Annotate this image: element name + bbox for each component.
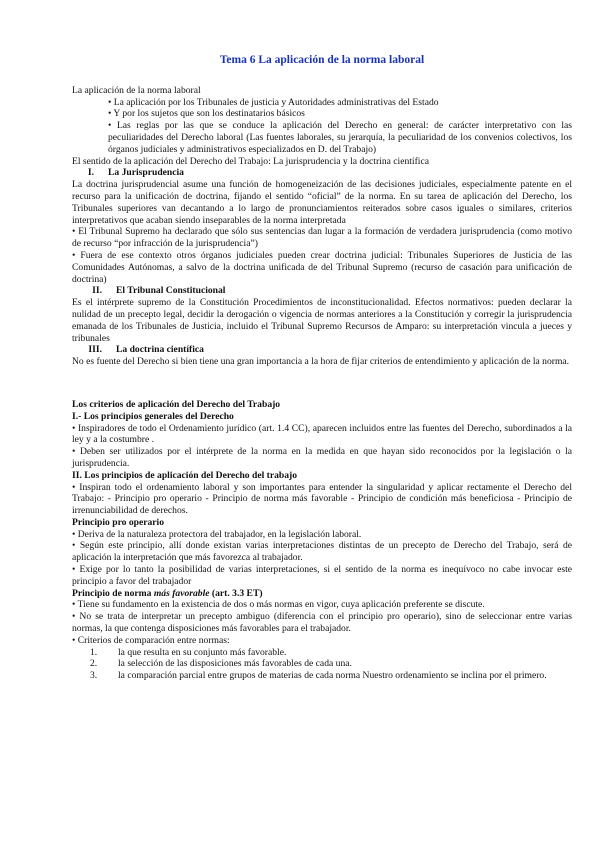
bullet-paragraph: • Criterios de comparación entre normas:: [72, 634, 230, 646]
section-number: III.: [88, 344, 102, 356]
section-title: La doctrina científica: [116, 344, 204, 356]
list-item: [72, 658, 572, 670]
section-number: II.: [92, 285, 102, 297]
subheading-pro-operario: Principio pro operario: [72, 516, 165, 528]
bullet-paragraph: • Inspiran todo el ordenamiento laboral y son importantes para entender la singularidad y aplicar rectamente el Derecho del Trabajo: - Principio pro operario - Principio de norma más favorable - Principio de condición más beneficiosa - Principio de irrenunciabilidad de derechos.: [72, 481, 572, 517]
section-heading-doctrina-cientifica: [72, 344, 572, 356]
subheading-norma-mas-favorable: [72, 588, 572, 600]
intro-sentence: El sentido de la aplicación del Derecho del Trabajo: La jurisprudencia y la doctrina científica: [72, 155, 429, 167]
bullet-paragraph: • Inspiradores de todo el Ordenamiento jurídico (art. 1.4 CC), aparecen incluidos entre las fuentes del Derecho, subordinados a la ley y a la costumbre .: [72, 422, 572, 446]
bullet-paragraph: • Deriva de la naturaleza protectora del trabajador, en la legislación laboral.: [72, 528, 362, 540]
list-item: [72, 647, 572, 659]
paragraph: Es el intérprete supremo de la Constitución Procedimientos de inconstitucionalidad. Efectos normativos: pueden declarar la nulidad de un precepto legal, decidir la derogación o vigencia de normas anteriores a la Constitución y corregir la jurisprudencia emanada de los Tribunales de Justicia, incluido el Tribunal Supremo Recursos de Amparo: su interpretación vincula a jueces y tribunales: [72, 297, 572, 344]
paragraph: • Fuera de ese contexto otros órganos judiciales pueden crear doctrina judicial: Tribunales Superiores de Justicia de las Comunidades Autónomas, a salvo de la doctrina unificada de del Tribunal Supremo (recurso de casación para unificación de doctrina): [72, 249, 572, 285]
paragraph: • El Tribunal Supremo ha declarado que sólo sus sentencias dan lugar a la formación de verdadera jurisprudencia (como motivo de recurso “por infracción de la jurisprudencia”): [72, 226, 572, 250]
bullet-paragraph: • Tiene su fundamento en la existencia de dos o más normas en vigor, cuya aplicación preferente se discute.: [72, 599, 485, 611]
list-number: 1.: [90, 646, 98, 658]
section-title: La Jurisprudencia: [108, 167, 184, 179]
subheading-principios-generales: I.- Los principios generales del Derecho: [72, 410, 234, 422]
paragraph: No es fuente del Derecho si bien tiene una gran importancia a la hora de fijar criterios de entendimiento y aplicación de la norma.: [72, 356, 570, 368]
list-item: [72, 670, 572, 682]
section-title: El Tribunal Constitucional: [116, 285, 226, 297]
criterios-heading: Los criterios de aplicación del Derecho del Trabajo: [72, 398, 281, 410]
document-title: Tema 6 La aplicación de la norma laboral: [219, 54, 425, 66]
intro-bullet: • Y por los sujetos que son los destinatarios básicos: [108, 108, 305, 120]
heading-part: Principio de norma: [72, 587, 154, 599]
list-number: 2.: [90, 658, 98, 670]
section-heading-jurisprudencia: [72, 167, 572, 179]
section-number: I.: [87, 167, 94, 179]
list-text: la comparación parcial entre grupos de materias de cada norma Nuestro ordenamiento se inclina por el primero.: [118, 670, 547, 682]
intro-bullet: • Las reglas por las que se conduce la aplicación del Derecho en general: de carácter interpretativo con las peculiaridades del Derecho laboral (Las fuentes laborales, su jerarquía, la peculiaridad de los convenios colectivos, los órganos judiciales y administrativos especializados en D. del Trabajo): [108, 120, 572, 155]
list-text: la selección de las disposiciones más favorables de cada una.: [118, 658, 352, 670]
subheading-principios-aplicacion: II. Los principios de aplicación del Derecho del trabajo: [72, 469, 298, 481]
spacer: [72, 368, 572, 399]
page-content: [72, 55, 572, 682]
heading-emphasis: más favorable: [153, 587, 210, 599]
list-number: 3.: [90, 670, 98, 682]
section-heading-tribunal-constitucional: [72, 285, 572, 297]
list-text: la que resulta en su conjunto más favorable.: [118, 646, 287, 658]
paragraph: La doctrina jurisprudencial asume una función de homogeneización de las decisiones judiciales, especialmente patente en el recurso para la unificación de doctrina, fijando el sentido “oficial” de la norma. En su tarea de aplicación del Derecho, los Tribunales superiores van decantando a lo largo de pronunciamientos reiterados sobre casos iguales o similares, criterios interpretativos que acaban siendo inseparables de la norma interpretada: [72, 179, 572, 226]
bullet-paragraph: • Deben ser utilizados por el intérprete de la norma en la medida en que hayan sido reconocidos por la legislación o la jurisprudencia.: [72, 446, 572, 469]
intro-bullet: • La aplicación por los Tribunales de justicia y Autoridades administrativas del Estado: [108, 96, 439, 108]
comparison-criteria-list: [72, 647, 572, 682]
bullet-paragraph: • No se trata de interpretar un precepto ambiguo (diferencia con el principio pro operario), sino de seleccionar entre varias normas, la que contenga disposiciones más favorables para el trabajador.: [72, 611, 572, 635]
intro-heading: La aplicación de la norma laboral: [72, 84, 201, 96]
bullet-paragraph: • Exige por lo tanto la posibilidad de varias interpretaciones, si el sentido de la norma es inequívoco no cabe invocar este principio a favor del trabajador: [72, 564, 572, 587]
heading-part: (art. 3.3 ET): [209, 587, 263, 599]
bullet-paragraph: • Según este principio, allí donde existan varias interpretaciones distintas de un precepto de Derecho del Trabajo, será de aplicación la interpretación que más favorezca al trabajador.: [72, 540, 572, 564]
